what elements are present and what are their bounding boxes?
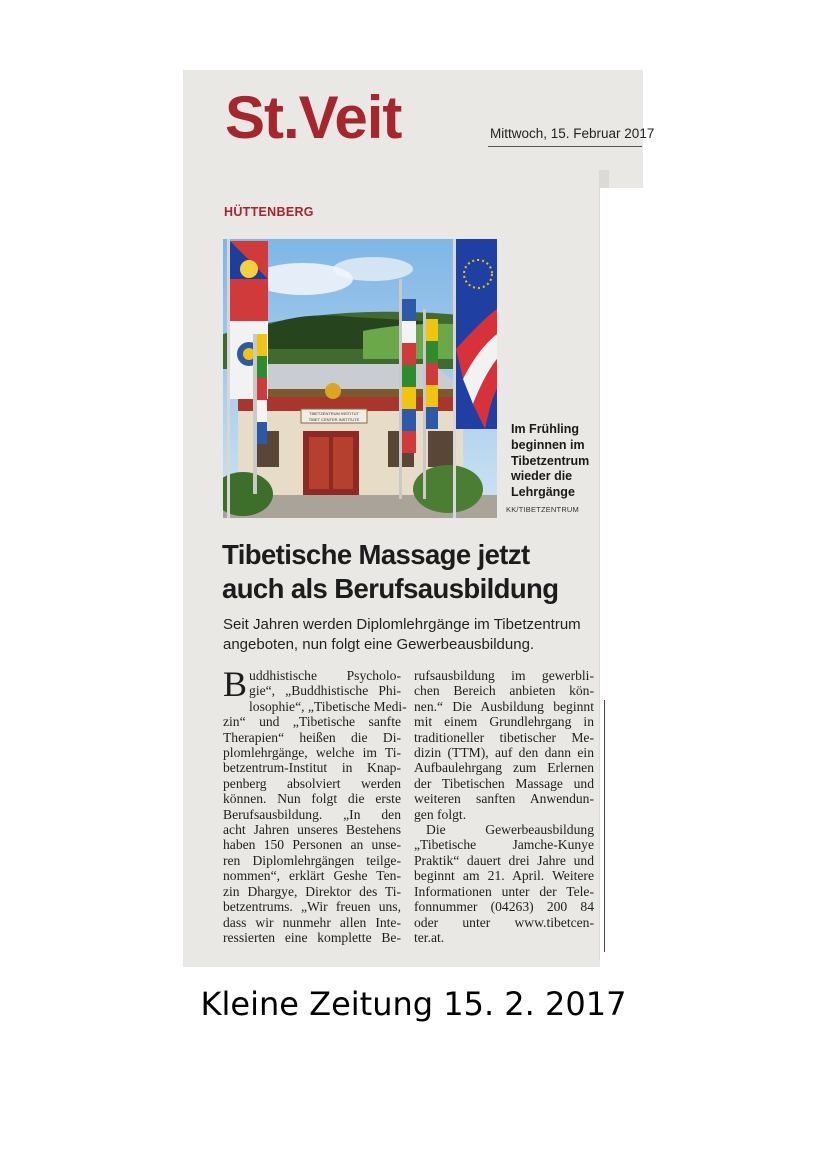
caption-line: Im Frühling (511, 422, 580, 436)
body-line: rufsausbildung im gewerbli- (414, 668, 594, 683)
masthead: St.Veit (225, 84, 402, 151)
standfirst-line: angeboten, nun folgt eine Gewerbeausbildung. (223, 636, 535, 653)
sign-line-2: TIBET CENTER INSTITUTE (308, 417, 360, 422)
sign-line-1: TIBETZENTRUM INSTITUT (309, 411, 359, 416)
column-rule (604, 700, 605, 952)
body-line: acht Jahren unseres Bestehens (223, 822, 401, 838)
headline-line: Tibetische Massage jetzt (222, 539, 530, 570)
body-line: betzentrum-Institut in Knap- (223, 760, 401, 776)
body-line: beginnt am 21. April. Weitere (414, 868, 594, 884)
body-line: penberg absolviert werden (223, 775, 401, 791)
body-line: Die Gewerbeausbildung (426, 822, 594, 838)
headline-line: auch als Berufsausbildung (222, 573, 559, 604)
section-label: HÜTTENBERG (224, 205, 314, 219)
article-column-1 (223, 664, 407, 945)
caption-line: Lehrgänge (511, 485, 575, 500)
body-line: gen folgt. (414, 806, 467, 822)
body-line: nen.“ Die Ausbildung beginnt (414, 698, 594, 714)
body-line: ren Diplomlehrgängen teilge- (223, 852, 401, 868)
body-line: Aufbaulehrgang zum Erlernen (414, 760, 594, 776)
caption-line: wieder die (511, 469, 573, 484)
body-line: fonnummer (04263) 200 84 (414, 899, 594, 915)
body-line: oder unter www.tibetcen- (414, 914, 594, 930)
photo-credit: KK/TIBETZENTRUM (506, 505, 580, 514)
body-line: chen Bereich anbieten kön- (414, 683, 594, 699)
body-line: weiteren sanften Anwendun- (414, 791, 594, 807)
body-line: losophie“, „Tibetische Medi- (249, 698, 407, 714)
body-line: Informationen unter der Tele- (414, 883, 594, 899)
body-line: nommen“, erklärt Geshe Ten- (223, 868, 401, 884)
tibet-center-building-photo (223, 239, 497, 518)
body-line: mit einem Grundlehrgang in (414, 714, 594, 730)
drop-cap: B (223, 664, 248, 704)
clipping-cut-edge (600, 188, 643, 968)
body-line: zin Dhargye, Direktor des Ti- (223, 883, 401, 899)
body-line: dizin (TTM), auf den dann ein (414, 745, 594, 761)
body-line: Berufsausbildung. „In den (223, 806, 401, 822)
body-line: „Tibetische Jamche-Kunye (414, 837, 594, 853)
body-line: ressierten eine komplette Be- (223, 929, 401, 945)
body-line: zin“ und „Tibetische sanfte (223, 714, 401, 730)
article-headline (222, 538, 602, 606)
body-line: dass wir nunmehr allen Inte- (223, 914, 401, 930)
body-line: Praktik“ dauert drei Jahre und (414, 852, 594, 868)
article-photo (223, 239, 497, 518)
caption-line: beginnen im (511, 437, 585, 452)
article-column-2 (414, 668, 594, 945)
standfirst-line: Seit Jahren werden Diplomlehrgänge im Tibetzentrum (223, 616, 581, 633)
body-line: uddhistische Psycholo- (249, 668, 401, 683)
body-line: traditioneller tibetischer Me- (414, 729, 594, 745)
source-footer: Kleine Zeitung 15. 2. 2017 (200, 985, 627, 1023)
dateline: Mittwoch, 15. Februar 2017 (490, 126, 655, 141)
caption-line: Tibetzentrum (511, 453, 590, 468)
body-line: haben 150 Personen an unse- (223, 837, 401, 853)
body-line: ter.at. (414, 929, 445, 945)
dateline-rule (488, 146, 642, 147)
body-line: können. Nun folgt die erste (223, 791, 401, 807)
photo-caption (511, 422, 601, 501)
article-standfirst (223, 615, 603, 655)
body-line: betzentrums. „Wir freuen uns, (223, 899, 401, 915)
body-line: plomlehrgänge, welche im Ti- (223, 745, 401, 761)
body-line: der Tibetischen Massage und (414, 775, 594, 791)
body-line: gie“, „Buddhistische Phi- (249, 683, 401, 699)
body-line: Therapien“ heißen die Di- (223, 729, 401, 745)
